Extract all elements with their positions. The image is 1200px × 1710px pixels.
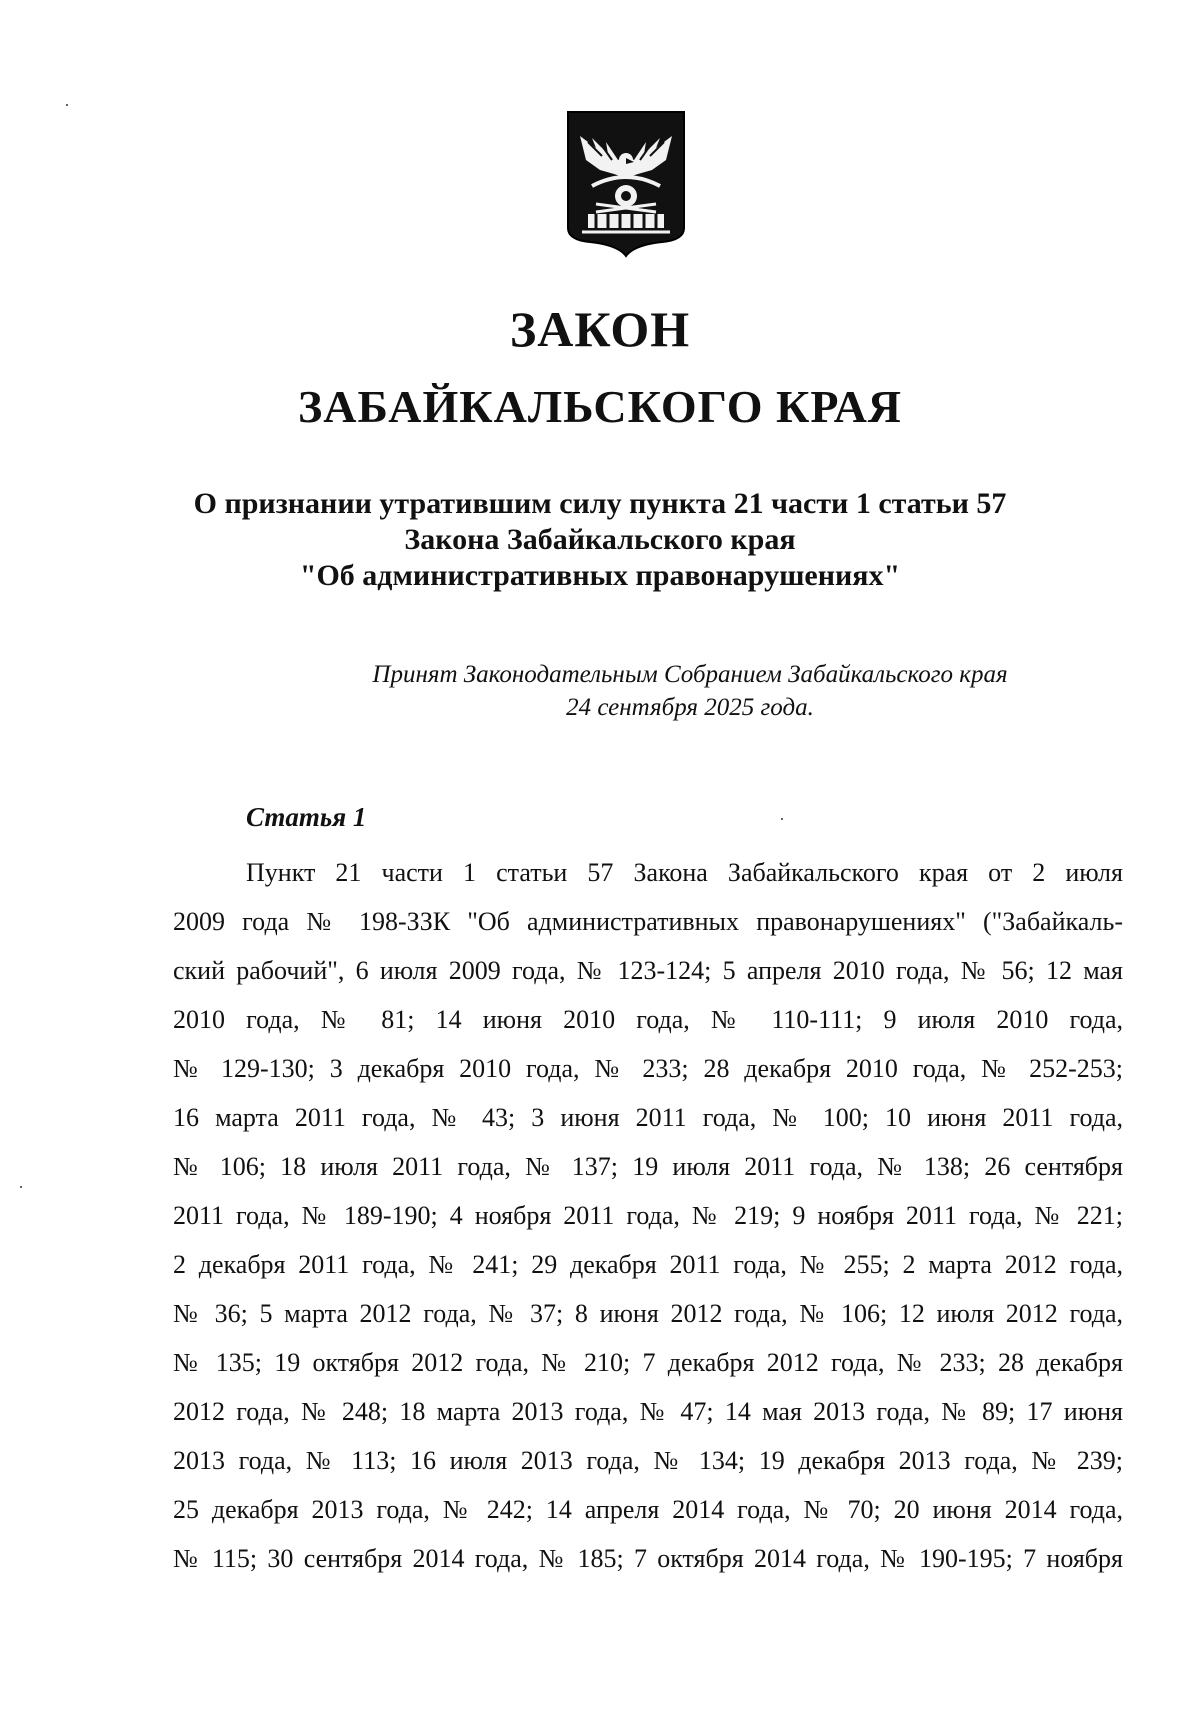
adoption-note-line: Принят Законодательным Собранием Забайкальского края [372,661,1008,688]
article-heading: Статья 1 [246,802,367,832]
law-subject-line: О признании утратившим силу пункта 21 части 1 статьи 57 [193,487,1007,520]
body-line: 2012 года, № 248; 18 марта 2013 года, № 47; 14 мая 2013 года, № 89; 17 июня [173,1397,1123,1426]
adoption-note-line: 24 сентября 2025 года. [566,694,814,721]
body-line: № 129-130; 3 декабря 2010 года, № 233; 28 декабря 2010 года, № 252-253; [173,1054,1123,1083]
body-line: 2 декабря 2011 года, № 241; 29 декабря 2011 года, № 255; 2 марта 2012 года, [173,1250,1123,1279]
body-line: Пункт 21 части 1 статьи 57 Закона Забайкальского края от 2 июля [246,858,1123,887]
body-line: 2011 года, № 189-190; 4 ноября 2011 года, № 219; 9 ноября 2011 года, № 221; [173,1201,1123,1230]
body-line: 2013 года, № 113; 16 июля 2013 года, № 134; 19 декабря 2013 года, № 239; [173,1446,1123,1475]
scan-speck [781,818,783,820]
coat-of-arms-emblem [562,108,690,258]
scan-speck [66,104,68,106]
law-subject-line: Закона Забайкальского края [404,523,796,556]
body-line: 25 декабря 2013 года, № 242; 14 апреля 2014 года, № 70; 20 июня 2014 года, [173,1495,1123,1524]
body-line: 2009 года № 198-ЗЗК "Об административных правонарушениях" ("Забайкаль- [173,907,1123,936]
body-line: ский рабочий", 6 июля 2009 года, № 123-124; 5 апреля 2010 года, № 56; 12 мая [173,956,1123,985]
document-title-region: ЗАБАЙКАЛЬСКОГО КРАЯ [297,381,903,432]
document-title: ЗАКОН [509,301,691,357]
article-body [173,848,1123,1583]
body-line: 16 марта 2011 года, № 43; 3 июня 2011 года, № 100; 10 июня 2011 года, [173,1103,1123,1132]
law-subject [140,486,1060,594]
law-subject-line: "Об административных правонарушениях" [299,559,901,592]
body-line: 2010 года, № 81; 14 июня 2010 года, № 110-111; 9 июля 2010 года, [173,1005,1123,1034]
body-line: № 115; 30 сентября 2014 года, № 185; 7 октября 2014 года, № 190-195; 7 ноября [173,1544,1123,1573]
body-line: № 36; 5 марта 2012 года, № 37; 8 июня 2012 года, № 106; 12 июля 2012 года, [173,1299,1123,1328]
body-line: № 106; 18 июля 2011 года, № 137; 19 июля 2011 года, № 138; 26 сентября [173,1152,1123,1181]
adoption-note [300,658,1080,724]
body-line: № 135; 19 октября 2012 года, № 210; 7 декабря 2012 года, № 233; 28 декабря [173,1348,1123,1377]
scan-speck [20,1186,22,1188]
